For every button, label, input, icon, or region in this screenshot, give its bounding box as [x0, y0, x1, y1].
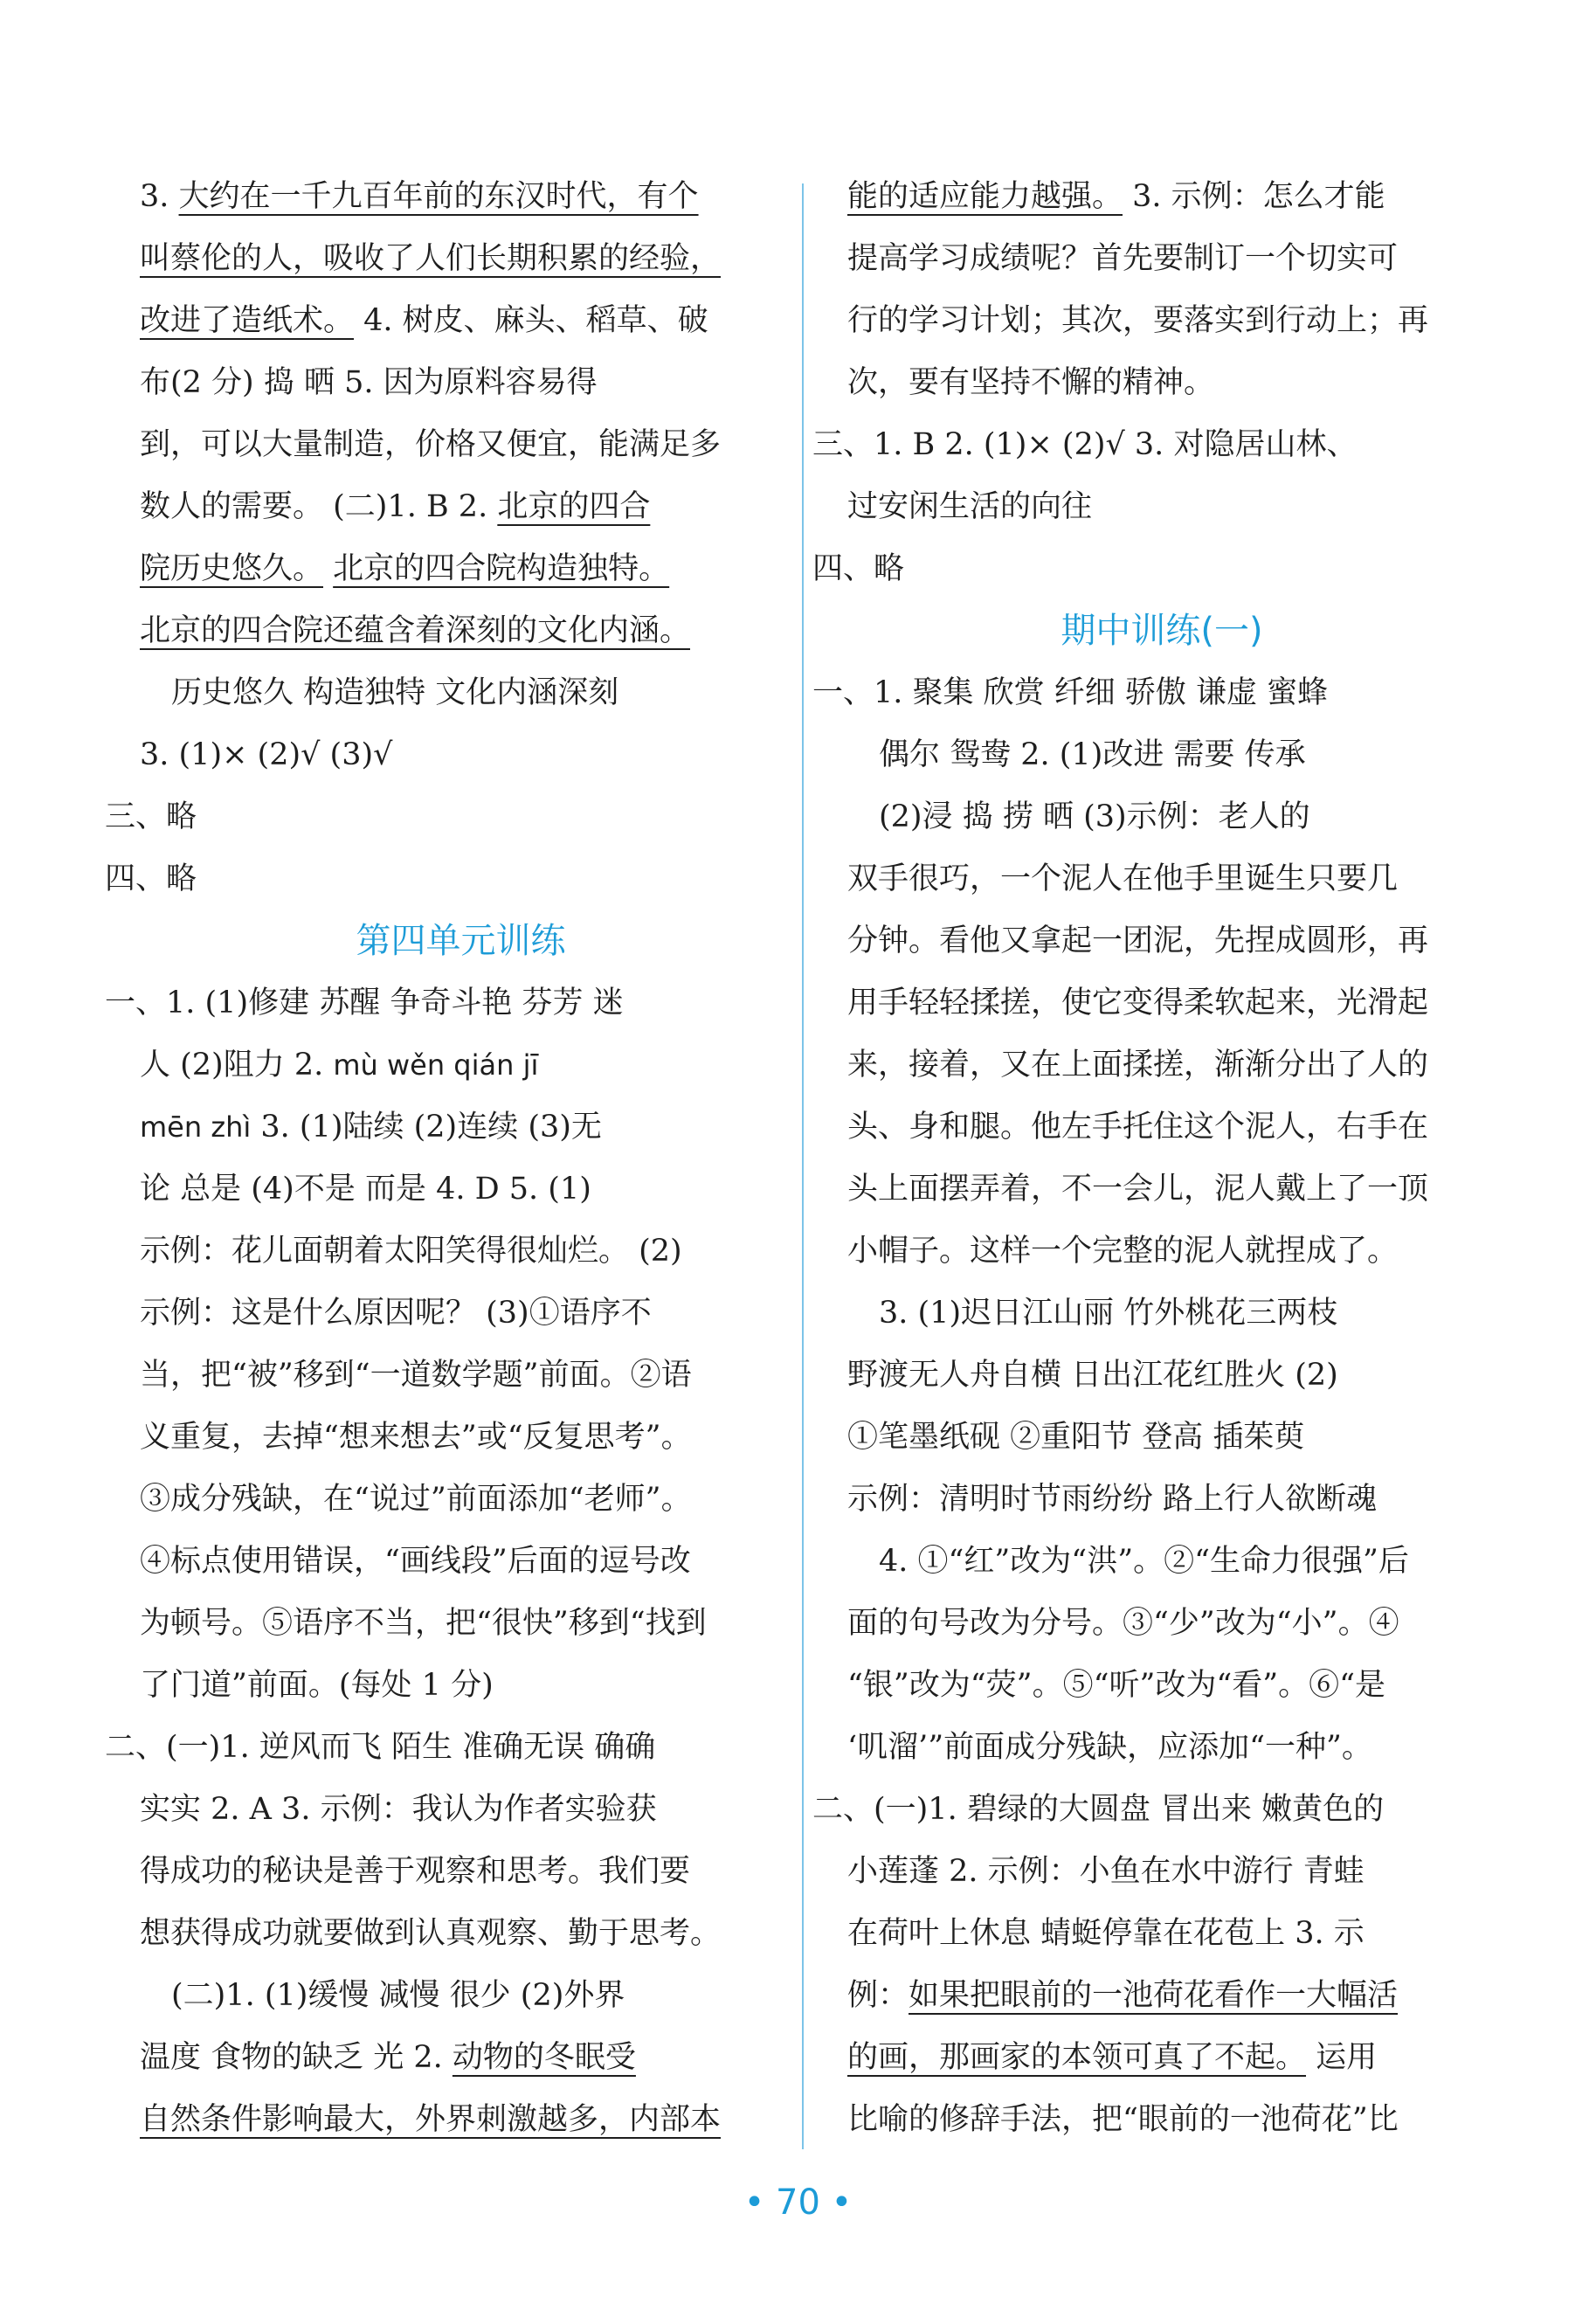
underlined-answer: 动物的冬眠受 — [452, 2040, 636, 2075]
text-line: 3. (1)× (2)√ (3)√ — [140, 737, 393, 772]
text-line — [140, 166, 782, 228]
text-line: 示例：清明时节雨纷纷 路上行人欲断魂 — [847, 1482, 1378, 1517]
text-span: 人 (2)阻力 2. — [140, 1048, 334, 1082]
underlined-answer: 叫蔡伦的人，吸收了人们长期积累的经验， — [140, 241, 722, 276]
text-line: 提高学习成绩呢？首先要制订一个切实可 — [847, 241, 1399, 276]
text-line — [140, 476, 782, 538]
text-span: 4. 树皮、麻头、稻草、破 — [354, 303, 708, 338]
text-span: 3. — [140, 179, 179, 214]
underlined-answer: 能的适应能力越强。 — [847, 179, 1123, 214]
text-line: 小帽子。这样一个完整的泥人就捏成了。 — [847, 1234, 1399, 1269]
text-line — [140, 1096, 782, 1159]
pinyin-text: mēn zhì — [140, 1110, 252, 1144]
text-line: 得成功的秘诀是善于观察和思考。我们要 — [140, 1854, 691, 1889]
underlined-answer: 大约在一千九百年前的东汉时代，有个 — [178, 179, 699, 214]
text-span: 3. (1)陆续 (2)连续 (3)无 — [251, 1110, 602, 1145]
text-line: 二、(一)1. 碧绿的大圆盘 冒出来 嫩黄色的 — [812, 1792, 1385, 1827]
right-column — [812, 166, 1476, 2151]
text-line: 双手很巧，一个泥人在他手里诞生只要几 — [847, 861, 1399, 896]
underlined-answer: 如果把眼前的一池荷花看作一大幅活 — [909, 1978, 1399, 2013]
text-line: 三、1. B 2. (1)× (2)√ 3. 对隐居山林、 — [812, 427, 1358, 462]
underlined-answer: 自然条件影响最大，外界刺激越多，内部本 — [140, 2102, 722, 2137]
text-line: 三、略 — [105, 799, 197, 834]
text-line: ‘叽溜’”前面成分残缺，应添加“一种”。 — [847, 1730, 1372, 1765]
underlined-answer: 北京的四合院构造独特。 — [333, 551, 670, 586]
text-line — [140, 538, 782, 600]
text-line: 过安闲生活的向往 — [847, 489, 1093, 524]
underlined-answer: 的画，那画家的本领可真了不起。 — [847, 2040, 1307, 2075]
text-line: 一、1. (1)修建 苏醒 争奇斗艳 芬芳 迷 — [105, 986, 624, 1020]
underlined-answer: 北京的四合院还蕴含着深刻的文化内涵。 — [140, 613, 691, 648]
text-line — [847, 2027, 1476, 2089]
text-line: 四、略 — [105, 861, 197, 896]
text-line: 义重复，去掉“想来想去”或“反复思考”。 — [140, 1420, 692, 1455]
text-span: 例： — [847, 1978, 909, 2013]
text-line: 为顿号。⑤语序不当，把“很快”移到“找到 — [140, 1606, 707, 1641]
text-line: 次，要有坚持不懈的精神。 — [847, 365, 1215, 400]
text-line — [140, 1034, 782, 1096]
text-line: 行的学习计划；其次，要落实到行动上；再 — [847, 303, 1429, 338]
text-line: 用手轻轻揉搓，使它变得柔软起来，光滑起 — [847, 986, 1429, 1020]
text-line: ④标点使用错误，“画线段”后面的逗号改 — [140, 1544, 691, 1579]
text-line: 实实 2. A 3. 示例：我认为作者实验获 — [140, 1792, 657, 1827]
underlined-answer: 北京的四合 — [497, 489, 651, 524]
text-span: 温度 食物的缺乏 光 2. — [140, 2040, 453, 2075]
text-span — [323, 551, 333, 586]
text-line: ③成分残缺，在“说过”前面添加“老师”。 — [140, 1482, 692, 1517]
text-line: 历史悠久 构造独特 文化内涵深刻 — [171, 675, 619, 710]
text-line: “银”改为“荧”。⑤“听”改为“看”。⑥“是 — [847, 1668, 1386, 1703]
text-line: 当，把“被”移到“一道数学题”前面。②语 — [140, 1358, 692, 1393]
text-line: 布(2 分) 捣 晒 5. 因为原料容易得 — [140, 365, 598, 400]
text-span: 数人的需要。 (二)1. B 2. — [140, 489, 498, 524]
text-line: 在荷叶上休息 蜻蜓停靠在花苞上 3. 示 — [847, 1916, 1365, 1951]
text-line: 论 总是 (4)不是 而是 4. D 5. (1) — [140, 1172, 591, 1207]
text-line: 到，可以大量制造，价格又便宜，能满足多 — [140, 427, 722, 462]
text-line: 来，接着，又在上面揉搓，渐渐分出了人的 — [847, 1048, 1429, 1082]
section-title: 期中训练(一) — [1061, 611, 1263, 651]
text-line: 面的句号改为分号。③“少”改为“小”。④ — [847, 1606, 1399, 1641]
underlined-answer: 院历史悠久。 — [140, 551, 324, 586]
text-line: ①笔墨纸砚 ②重阳节 登高 插茱萸 — [847, 1420, 1305, 1455]
text-line: 四、略 — [812, 551, 905, 586]
text-line: 二、(一)1. 逆风而飞 陌生 准确无误 确确 — [105, 1730, 656, 1765]
text-line: 4. ①“红”改为“洪”。②“生命力很强”后 — [879, 1544, 1409, 1579]
text-line: (二)1. (1)缓慢 减慢 很少 (2)外界 — [171, 1978, 625, 2013]
text-line: 示例：这是什么原因呢？ (3)①语序不 — [140, 1296, 652, 1331]
text-line: (2)浸 捣 捞 晒 (3)示例：老人的 — [879, 799, 1310, 834]
section-title: 第四单元训练 — [356, 921, 566, 961]
text-line: 3. (1)迟日江山丽 竹外桃花三两枝 — [879, 1296, 1338, 1331]
text-line — [847, 166, 1476, 228]
text-span: 3. 示例：怎么才能 — [1123, 179, 1385, 214]
text-line: 头上面摆弄着，不一会儿，泥人戴上了一顶 — [847, 1172, 1429, 1207]
left-column — [105, 166, 782, 2151]
text-line — [140, 290, 782, 352]
pinyin-text: mù wěn qián jī — [333, 1048, 539, 1082]
text-span: 运用 — [1306, 2040, 1378, 2075]
page-number: • 70 • — [743, 2182, 853, 2223]
text-line: 野渡无人舟自横 日出江花红胜火 (2) — [847, 1358, 1338, 1393]
text-line: 头、身和腿。他左手托住这个泥人，右手在 — [847, 1110, 1429, 1145]
text-line: 小莲蓬 2. 示例：小鱼在水中游行 青蛙 — [847, 1854, 1365, 1889]
text-line: 一、1. 聚集 欣赏 纤细 骄傲 谦虚 蜜蜂 — [812, 675, 1329, 710]
text-line — [847, 1965, 1476, 2027]
text-line: 偶尔 鸳鸯 2. (1)改进 需要 传承 — [879, 737, 1306, 772]
text-line: 想获得成功就要做到认真观察、勤于思考。 — [140, 1916, 722, 1951]
text-line — [140, 2027, 782, 2089]
column-divider — [802, 183, 804, 2149]
text-line: 示例：花儿面朝着太阳笑得很灿烂。 (2) — [140, 1234, 682, 1269]
text-line: 了门道”前面。(每处 1 分) — [140, 1668, 494, 1703]
underlined-answer: 改进了造纸术。 — [140, 303, 355, 338]
text-line: 比喻的修辞手法，把“眼前的一池荷花”比 — [847, 2102, 1399, 2137]
text-line: 分钟。看他又拿起一团泥，先捏成圆形，再 — [847, 923, 1429, 958]
